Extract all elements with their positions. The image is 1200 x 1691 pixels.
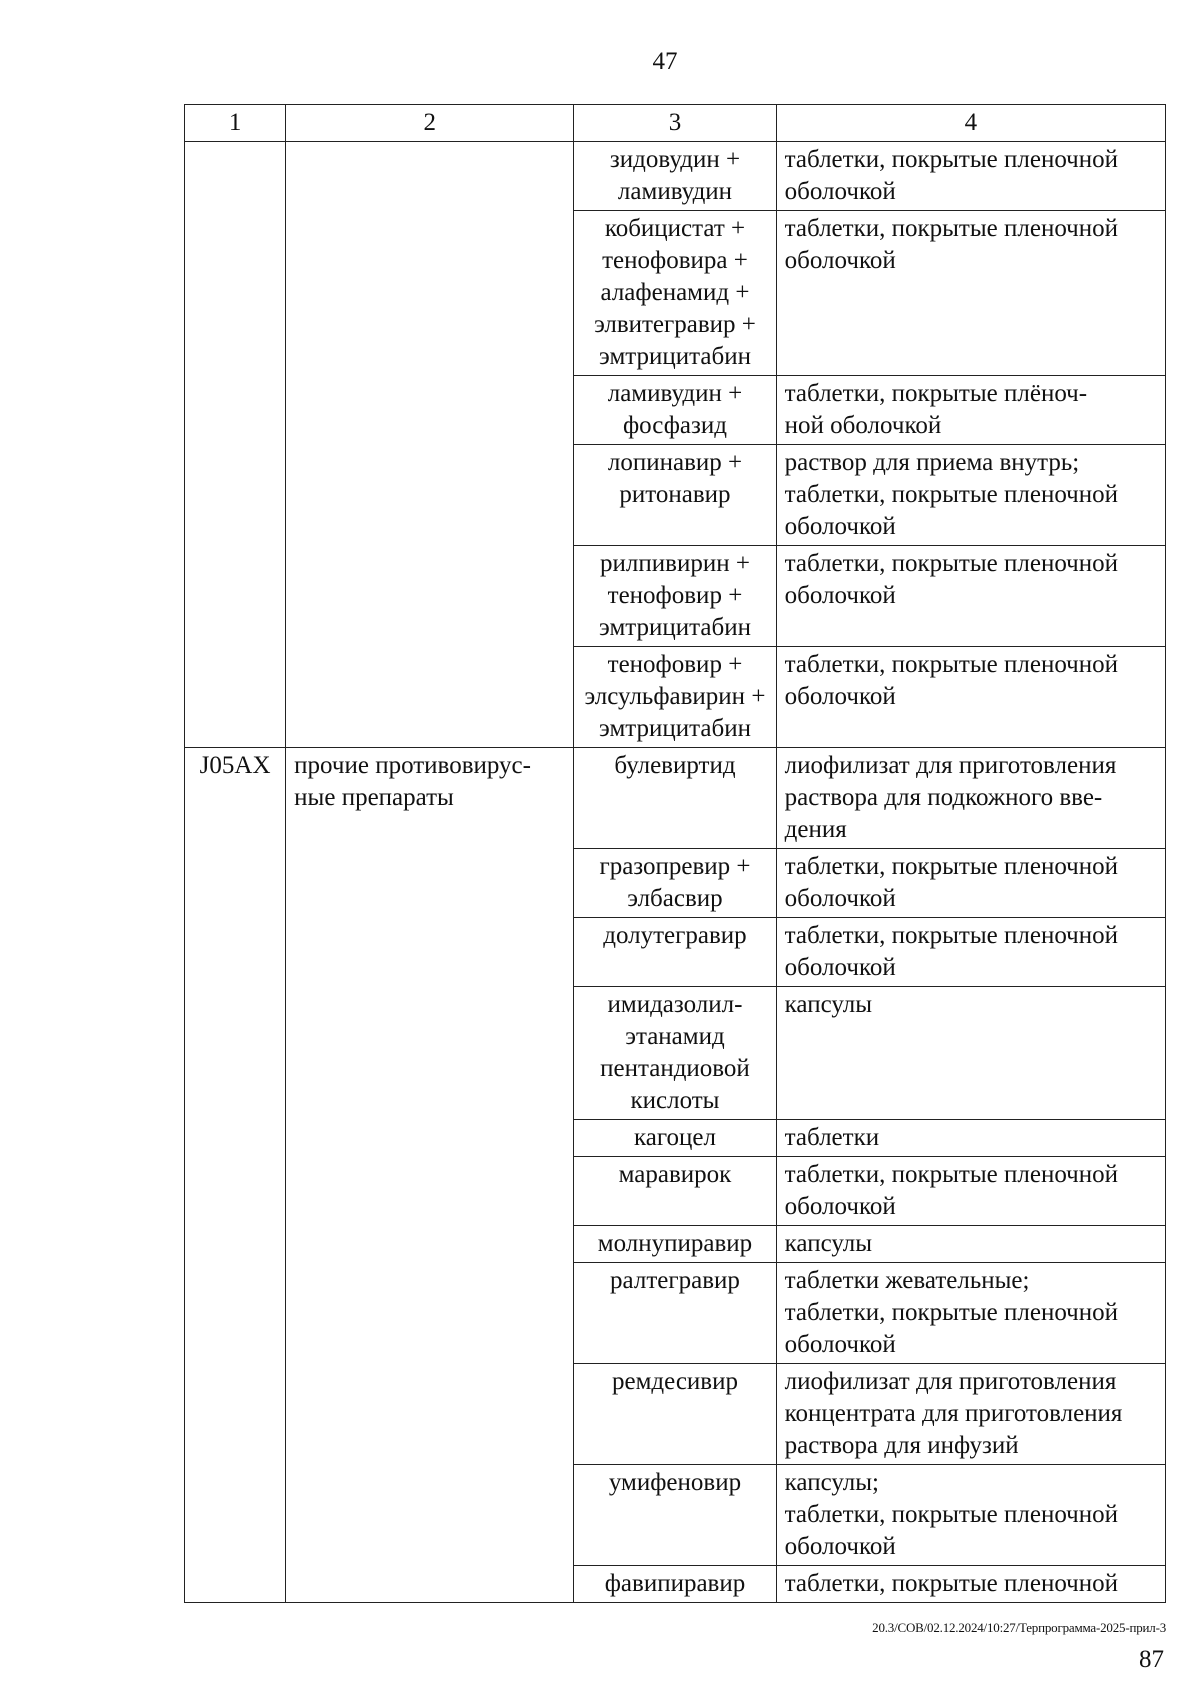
table-row: [185, 142, 1166, 211]
atc-code-cell: [185, 142, 286, 748]
dosage-form-cell: таблетки, покрытые пленочной оболочкой: [776, 546, 1165, 647]
dosage-form-cell: таблетки, покрытые пленочной оболочкой: [776, 849, 1165, 918]
drug-name-cell: фавипиравир: [574, 1566, 776, 1603]
drug-name-cell: зидовудин + ламивудин: [574, 142, 776, 211]
footer-page-number: 87: [1139, 1646, 1164, 1673]
drug-name-cell: долутегравир: [574, 918, 776, 987]
table-row: [185, 748, 1166, 849]
drug-name-cell: лопинавир + ритонавир: [574, 445, 776, 546]
dosage-form-cell: таблетки, покрытые пленочной оболочкой: [776, 647, 1165, 748]
group-name-cell: прочие противовирус- ные препараты: [286, 748, 574, 1603]
drug-name-cell: рилпивирин + тенофовир + эмтрицитабин: [574, 546, 776, 647]
drug-name-cell: ремдесивир: [574, 1364, 776, 1465]
header-col-1: 1: [185, 105, 286, 142]
drug-name-cell: ралтегравир: [574, 1263, 776, 1364]
dosage-form-cell: лиофилизат для приготовления концентрата для приготовления раствора для инфузий: [776, 1364, 1165, 1465]
drug-name-cell: булевиртид: [574, 748, 776, 849]
drug-name-cell: тенофовир + элсульфавирин + эмтрицитабин: [574, 647, 776, 748]
dosage-form-cell: таблетки, покрытые пленочной: [776, 1566, 1165, 1603]
dosage-form-cell: таблетки жевательные; таблетки, покрытые пленочной оболочкой: [776, 1263, 1165, 1364]
dosage-form-cell: капсулы; таблетки, покрытые пленочной оболочкой: [776, 1465, 1165, 1566]
drug-name-cell: кагоцел: [574, 1120, 776, 1157]
header-row: [185, 105, 1166, 142]
dosage-form-cell: лиофилизат для приготовления раствора для подкожного вве- дения: [776, 748, 1165, 849]
drug-name-cell: умифеновир: [574, 1465, 776, 1566]
header-col-2: 2: [286, 105, 574, 142]
drug-name-cell: кобицистат + тенофовира + алафенамид + элвитегравир + эмтрицитабин: [574, 211, 776, 376]
drug-name-cell: маравирок: [574, 1157, 776, 1226]
drug-name-cell: ламивудин + фосфазид: [574, 376, 776, 445]
dosage-form-cell: таблетки, покрытые пленочной оболочкой: [776, 211, 1165, 376]
drug-name-cell: молнупиравир: [574, 1226, 776, 1263]
drug-table: [184, 104, 1166, 1603]
group-name-cell: [286, 142, 574, 748]
dosage-form-cell: таблетки, покрытые пленочной оболочкой: [776, 1157, 1165, 1226]
dosage-form-cell: капсулы: [776, 1226, 1165, 1263]
dosage-form-cell: раствор для приема внутрь; таблетки, покрытые пленочной оболочкой: [776, 445, 1165, 546]
document-code: 20.3/СОВ/02.12.2024/10:27/Терпрограмма-2025-прил-3: [872, 1620, 1166, 1635]
dosage-form-cell: таблетки, покрытые плёноч- ной оболочкой: [776, 376, 1165, 445]
drug-name-cell: гразопревир + элбасвир: [574, 849, 776, 918]
dosage-form-cell: капсулы: [776, 987, 1165, 1120]
dosage-form-cell: таблетки, покрытые пленочной оболочкой: [776, 918, 1165, 987]
header-col-3: 3: [574, 105, 776, 142]
page-number: 47: [652, 48, 678, 75]
dosage-form-cell: таблетки, покрытые пленочной оболочкой: [776, 142, 1165, 211]
header-col-4: 4: [776, 105, 1165, 142]
atc-code-cell: J05AX: [185, 748, 286, 1603]
dosage-form-cell: таблетки: [776, 1120, 1165, 1157]
drug-name-cell: имидазолил- этанамид пентандиовой кислоты: [574, 987, 776, 1120]
